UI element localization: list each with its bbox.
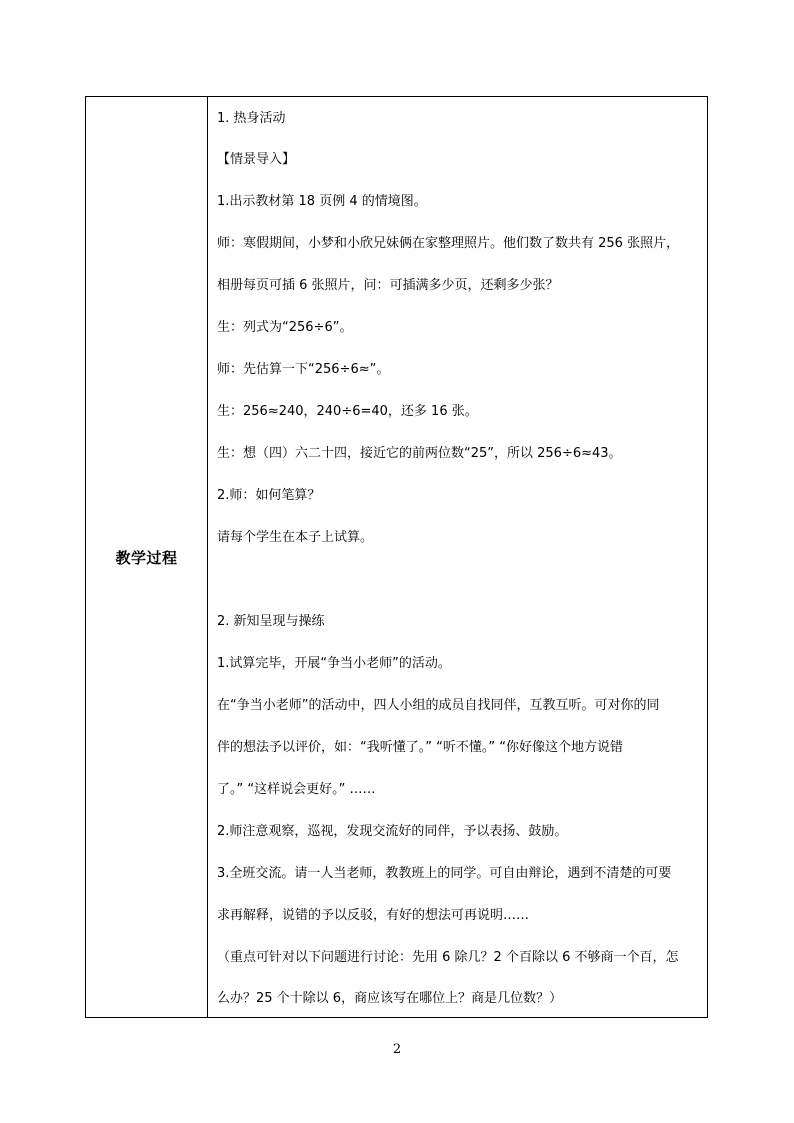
text-line: （重点可针对以下问题进行讨论：先用 6 除几？2 个百除以 6 不够商一个百，怎	[217, 950, 679, 965]
page-number: 2	[392, 1042, 402, 1057]
lesson-table	[85, 96, 708, 1018]
section-label: 教学过程	[115, 548, 178, 567]
text-line: 2.师注意观察，巡视，发现交流好的同伴，予以表扬、鼓励。	[217, 824, 568, 839]
text-line: 在“争当小老师”的活动中，四人小组的成员自找同伴，互教互听。可对你的同	[217, 698, 660, 713]
text-line: 师：先估算一下“256÷6≈”。	[217, 362, 390, 377]
text-line: 求再解释，说错的予以反驳，有好的想法可再说明……	[217, 908, 530, 923]
section-label-cell	[86, 97, 208, 1017]
text-line: 2.师：如何笔算？	[217, 488, 321, 503]
text-line: 伴的想法予以评价，如：“我听懂了。” “听不懂。” “你好像这个地方说错	[217, 740, 623, 755]
subheading-intro: 【情景导入】	[217, 152, 296, 167]
text-line: 3.全班交流。请一人当老师，教教班上的同学。可自由辩论，遇到不清楚的可要	[217, 866, 672, 881]
text-line: 1.出示教材第 18 页例 4 的情境图。	[217, 194, 427, 209]
text-line: 1.试算完毕，开展“争当小老师”的活动。	[217, 656, 451, 671]
text-line: 么办？25 个十除以 6，商应该写在哪位上？商是几位数？）	[217, 991, 563, 1006]
text-line: 了。” “这样说会更好。” ……	[217, 782, 376, 797]
heading-new-knowledge: 2. 新知呈现与操练	[217, 614, 325, 629]
text-line: 生：256≈240，240÷6=40，还多 16 张。	[217, 404, 478, 419]
text-line: 相册每页可插 6 张照片，问：可插满多少页，还剩多少张？	[217, 278, 559, 293]
content-cell	[208, 97, 707, 1017]
text-line: 师：寒假期间，小梦和小欣兄妹俩在家整理照片。他们数了数共有 256 张照片，	[217, 236, 680, 251]
text-line: 生：列式为“256÷6”。	[217, 320, 353, 335]
text-line: 请每个学生在本子上试算。	[217, 530, 374, 545]
text-line: 生：想（四）六二十四，接近它的前两位数“25”，所以 256÷6≈43。	[217, 446, 622, 461]
heading-warmup: 1. 热身活动	[217, 111, 286, 126]
